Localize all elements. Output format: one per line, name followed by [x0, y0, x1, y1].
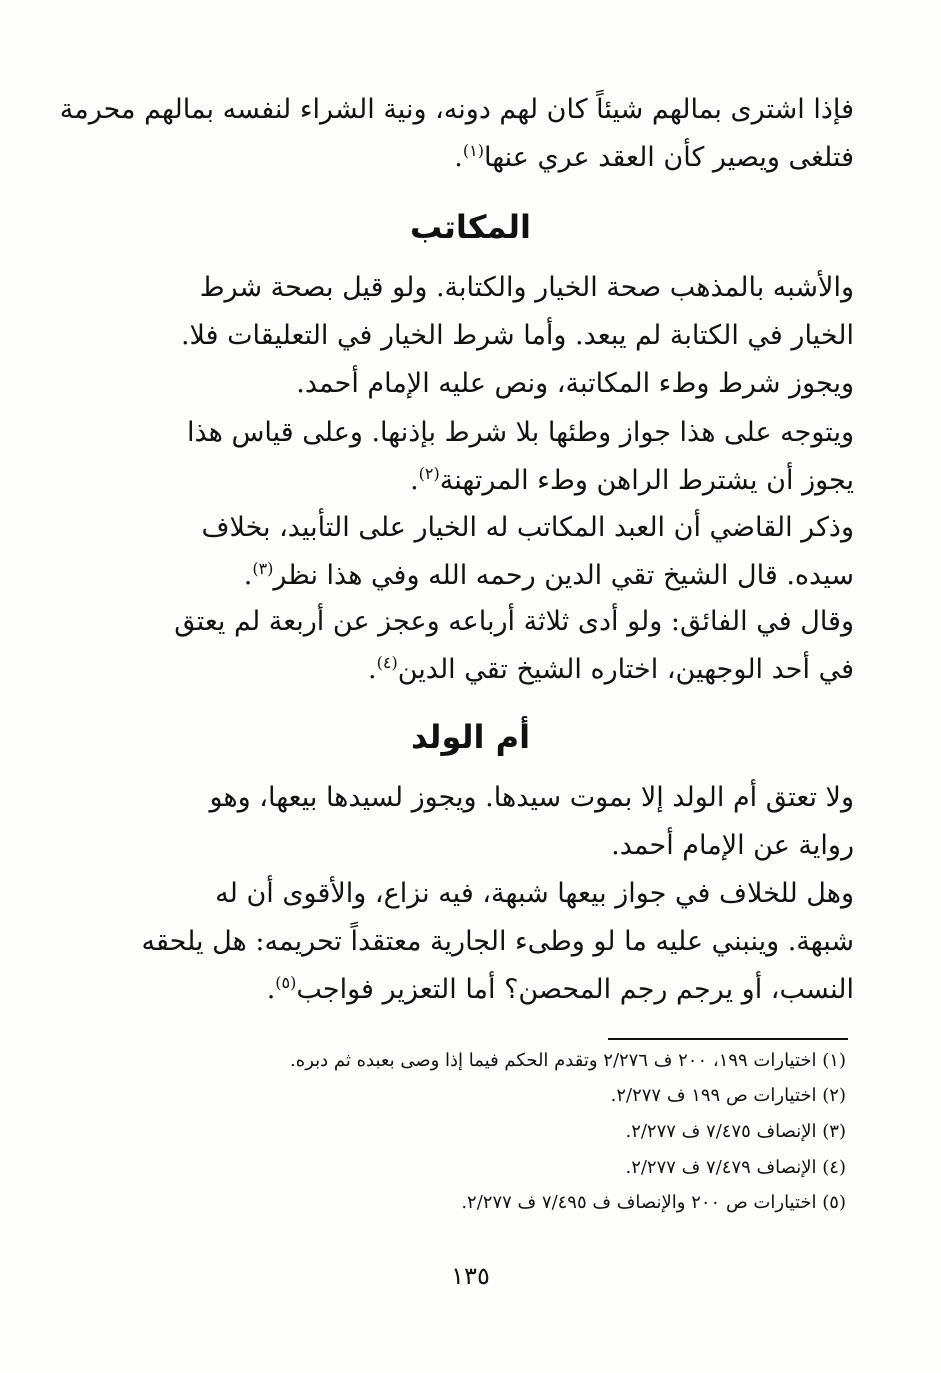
paragraph	[104, 409, 854, 505]
footnote-3: (٣) الإنصاف ٧/٤٧٥ ف ٢/٢٧٧.	[625, 1121, 846, 1142]
paragraph	[104, 504, 854, 600]
section-title-umm-al-walad: أم الولد	[410, 718, 531, 756]
period: .	[243, 560, 253, 591]
text-line: ويتوجه على هذا جواز وطئها بلا شرط بإذنها. وعلى قياس هذا	[186, 417, 854, 448]
text-line: والأشبه بالمذهب صحة الخيار والكتابة. ولو قيل بصحة شرط	[199, 272, 854, 303]
text-line: الخيار في الكتابة لم يبعد. وأما شرط الخيار في التعليقات فلا.	[180, 320, 854, 351]
text-line: رواية عن الإمام أحمد.	[611, 830, 854, 861]
text-span: في أحد الوجهين، اختاره الشيخ تقي الدين	[397, 654, 854, 685]
text-span: يجوز أن يشترط الراهن وطء المرتهنة	[439, 465, 854, 496]
text-line	[104, 134, 854, 182]
footnote-1: (١) اختيارات ١٩٩، ٢٠٠ ف ٢/٢٧٦ وتقدم الحكم فيما إذا وصى بعبده ثم دبره.	[290, 1050, 846, 1071]
section-title-mukatab: المكاتب	[410, 208, 531, 246]
period: .	[368, 654, 377, 685]
text-line: وقال في الفائق: ولو أدى ثلاثة أرباعه وعجز عن أربعة لم يعتق	[174, 606, 854, 637]
footnote-ref-5: (٥)	[275, 973, 297, 992]
text-span: النسب، أو يرجم رجم المحصن؟ أما التعزير فواجب	[296, 974, 854, 1005]
text-line	[104, 457, 854, 505]
footnote-ref-3: (٣)	[252, 559, 274, 578]
text-line: ولا تعتق أم الولد إلا بموت سيدها. ويجوز لسيدها بيعها، وهو	[209, 782, 854, 813]
text-line	[104, 966, 854, 1014]
paragraph	[104, 774, 854, 870]
text-line	[104, 646, 854, 694]
intro-paragraph	[59, 86, 854, 182]
text-line: وذكر القاضي أن العبد المكاتب له الخيار على التأبيد، بخلاف	[201, 512, 854, 543]
paragraph	[104, 360, 854, 408]
period: .	[454, 142, 463, 173]
text-span: فتلغى ويصير كأن العقد عري عنها	[483, 142, 854, 173]
period: .	[410, 465, 419, 496]
page-number: ١٣٥	[451, 1262, 490, 1290]
footnote-divider	[608, 1038, 848, 1040]
footnote-2: (٢) اختيارات ص ١٩٩ ف ٢/٢٧٧.	[610, 1085, 846, 1106]
paragraph	[104, 598, 854, 694]
paragraph	[104, 870, 854, 1014]
footnote-ref-4: (٤)	[376, 653, 398, 672]
text-line: فإذا اشترى بمالهم شيئاً كان لهم دونه، ونية الشراء لنفسه بمالهم محرمة	[59, 94, 854, 125]
footnote-5: (٥) اختيارات ص ٢٠٠ والإنصاف ف ٧/٤٩٥ ف ٢/٢٧٧.	[461, 1192, 846, 1213]
text-line: شبهة. وينبني عليه ما لو وطىء الجارية معتقداً تحريمه: هل يلحقه	[141, 926, 854, 957]
text-line	[104, 552, 854, 600]
period: .	[266, 974, 276, 1005]
footnote-4: (٤) الإنصاف ٧/٤٧٩ ف ٢/٢٧٧.	[625, 1157, 846, 1178]
text-line: وهل للخلاف في جواز بيعها شبهة، فيه نزاع، والأقوى أن له	[215, 878, 854, 909]
footnote-ref-1: (١)	[462, 141, 484, 160]
paragraph	[104, 264, 854, 360]
text-line: ويجوز شرط وطء المكاتبة، ونص عليه الإمام أحمد.	[296, 368, 854, 399]
text-span: سيده. قال الشيخ تقي الدين رحمه الله وفي هذا نظر	[273, 560, 854, 591]
footnote-ref-2: (٢)	[418, 464, 440, 483]
